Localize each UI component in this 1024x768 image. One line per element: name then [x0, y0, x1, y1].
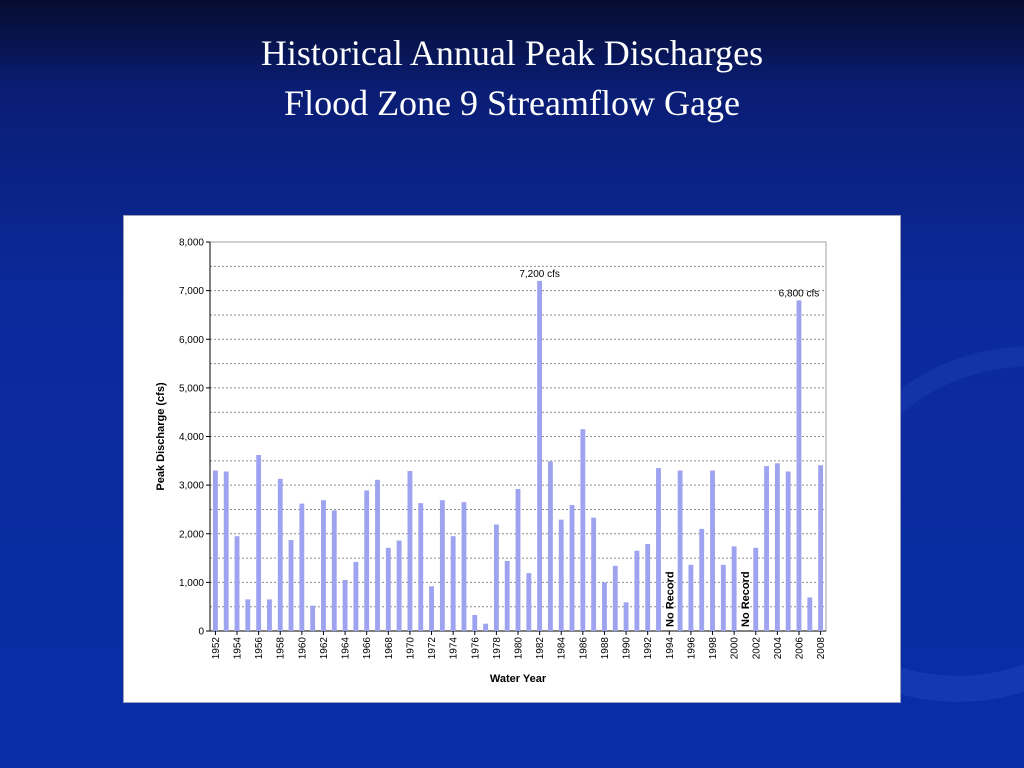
x-axis-title: Water Year: [489, 673, 547, 685]
x-tick-label: 1958: [275, 637, 287, 660]
bar-1991: [634, 551, 639, 631]
x-tick-label: 1962: [318, 637, 330, 660]
bar-1985: [570, 505, 575, 631]
y-tick-label: 0: [198, 626, 204, 638]
x-tick-label: 2000: [729, 637, 741, 660]
x-tick-label: 1988: [599, 637, 611, 660]
x-tick-label: 2006: [794, 637, 806, 660]
y-tick-label: 3,000: [178, 480, 204, 492]
bar-1960: [299, 504, 304, 631]
x-tick-label: 1976: [470, 637, 482, 660]
x-tick-label: 2002: [751, 637, 763, 660]
x-tick-label: 1974: [448, 637, 460, 660]
x-tick-label: 1952: [210, 637, 222, 660]
bar-1988: [602, 582, 607, 631]
x-tick-label: 1964: [340, 637, 352, 660]
bar-2004: [775, 463, 780, 631]
bar-1961: [310, 606, 315, 631]
x-tick-label: 1994: [664, 637, 676, 660]
bar-1967: [375, 480, 380, 631]
bar-2006: [797, 300, 802, 631]
x-tick-label: 1996: [686, 637, 698, 660]
bar-1977: [483, 624, 488, 631]
x-tick-label: 1990: [621, 637, 633, 660]
x-tick-label: 1992: [643, 637, 655, 660]
bar-1964: [343, 580, 348, 631]
bar-1987: [591, 518, 596, 631]
bar-1962: [321, 500, 326, 631]
bar-1952: [213, 471, 218, 631]
bar-2003: [764, 466, 769, 631]
x-tick-label: 1998: [708, 637, 720, 660]
y-tick-label: 7,000: [178, 286, 204, 298]
y-axis-title: Peak Discharge (cfs): [155, 382, 167, 491]
x-tick-label: 1970: [405, 637, 417, 660]
bar-1968: [386, 548, 391, 631]
y-tick-label: 4,000: [178, 432, 204, 443]
bar-1959: [289, 540, 294, 631]
bar-1955: [245, 599, 250, 631]
bar-1996: [688, 565, 693, 631]
bar-1984: [559, 520, 564, 631]
x-tick-label: 1986: [578, 637, 590, 660]
bar-1983: [548, 461, 553, 631]
bar-1956: [256, 455, 261, 631]
bar-2007: [807, 597, 812, 631]
bar-1993: [656, 468, 661, 631]
x-tick-label: 1972: [427, 637, 439, 660]
x-tick-label: 2008: [816, 637, 828, 660]
x-tick-label: 1956: [254, 637, 266, 660]
peak-discharge-chart: [124, 216, 900, 702]
x-tick-label: 1984: [556, 637, 568, 660]
bar-1986: [580, 429, 585, 631]
bar-1976: [472, 615, 477, 631]
bar-2008: [818, 465, 823, 631]
bar-1973: [440, 500, 445, 631]
bar-1972: [429, 586, 434, 631]
no-record-label: No Record: [739, 571, 752, 627]
x-tick-label: 1978: [491, 637, 503, 660]
x-tick-label: 1980: [513, 637, 525, 660]
y-tick-label: 1,000: [178, 577, 204, 589]
bar-1995: [678, 471, 683, 631]
bar-2005: [786, 472, 791, 631]
bar-1963: [332, 510, 337, 631]
bar-1998: [710, 471, 715, 631]
bar-1958: [278, 479, 283, 631]
bar-1982: [537, 281, 542, 631]
bar-1971: [418, 503, 423, 631]
bar-1989: [613, 566, 618, 631]
x-tick-label: 2004: [772, 637, 784, 660]
annotation-label: 6,800 cfs: [778, 288, 820, 300]
bar-1970: [407, 471, 412, 631]
x-tick-label: 1966: [362, 637, 374, 660]
bar-1974: [451, 536, 456, 631]
x-tick-label: 1954: [232, 637, 244, 660]
annotation-label: 7,200 cfs: [519, 268, 560, 280]
bar-1990: [624, 602, 629, 631]
x-tick-label: 1968: [383, 637, 395, 660]
bar-1966: [364, 490, 369, 631]
bar-1999: [721, 565, 726, 631]
bar-1979: [505, 561, 510, 631]
slide-title-line1: Historical Annual Peak Discharges: [260, 33, 764, 73]
bar-1992: [645, 544, 650, 631]
x-tick-label: 1982: [535, 637, 547, 660]
bar-1953: [224, 472, 229, 631]
bar-1980: [516, 489, 521, 631]
y-tick-label: 6,000: [178, 334, 204, 346]
bar-1975: [462, 502, 467, 631]
bar-2002: [753, 548, 758, 631]
bar-1978: [494, 525, 499, 631]
slide-title-line2: Flood Zone 9 Streamflow Gage: [284, 83, 740, 123]
bar-1997: [699, 529, 704, 631]
bar-1981: [526, 573, 531, 631]
bar-1965: [353, 562, 358, 631]
bar-1954: [235, 536, 240, 631]
bar-1957: [267, 599, 272, 631]
x-tick-label: 1960: [297, 637, 309, 660]
bar-1969: [397, 541, 402, 631]
chart-panel: [123, 215, 901, 703]
y-tick-label: 2,000: [178, 529, 204, 541]
y-tick-label: 8,000: [178, 237, 204, 249]
no-record-label: No Record: [664, 571, 677, 627]
y-tick-label: 5,000: [178, 383, 204, 395]
bar-2000: [732, 546, 737, 631]
